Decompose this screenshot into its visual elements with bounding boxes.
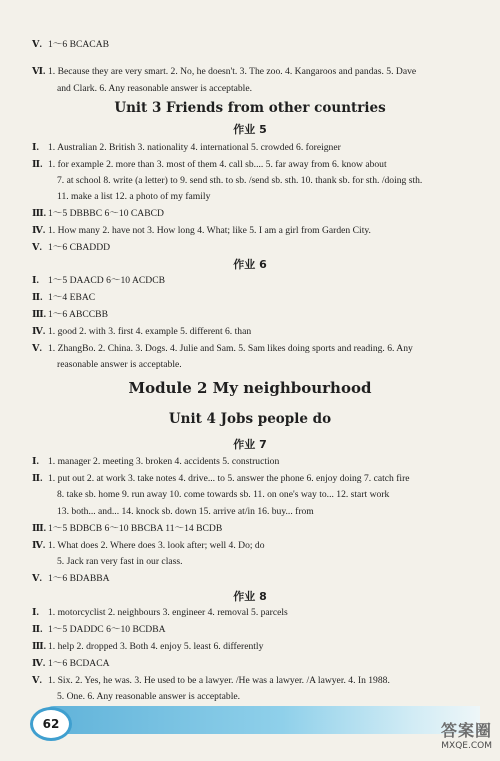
homework-6-title: 作业 6: [233, 258, 267, 271]
module-2-title: Module 2 My neighbourhood: [128, 379, 372, 397]
page-number: 62: [30, 707, 72, 741]
homework-5-title: 作业 5: [233, 123, 267, 136]
answer-page: Ⅴ. 1～6 BCACAB Ⅵ. 1. Because they are very smart. 2. No, he doesn't. 3. The zoo. 4. Kangaroos and pandas. 5. Dave and Clark. 6. Any reasonable answer is acceptable. Unit 3 Friends from other countries 作业 5 Ⅰ. 1. Australian 2. British 3. nationality 4. international 5. crowded 6. foreigner Ⅱ. 1. for example 2. more than 3. most of them 4. call sb.... 5. far away from 6. know about 7. at school 8. write (a letter) to 9. send sth. to sb. /send sb. sth. 10. thank sb. for sth. /doing sth. 11. make a list 12. a photo of my family Ⅲ. 1～5 DBBBC 6～10 CABCD Ⅳ. 1. How many 2. have not 3. How long 4. What; like 5. I am a girl from Garden City. Ⅴ. 1～6 CBADDD 作业 6 Ⅰ. 1～5 DAACD 6～10 ACDCB Ⅱ. 1～4 EBAC Ⅲ. 1～6 ABCCBB Ⅳ. 1. good 2. with 3. first 4. example 5. different 6. than Ⅴ. 1. ZhangBo. 2. China. 3. Dogs. 4. Julie and Sam. 5. Sam likes doing sports and reading. 6. Any reasonable answer is acceptable. Module 2 My neighbourhood Unit 4 Jobs people do 作业 7 Ⅰ. 1. manager 2. meeting 3. broken 4. accidents 5. construction Ⅱ. 1. put out 2. at work 3. take notes 4. drive... to 5. answer the phone 6. enjoy doing 7. catch fire 8. take sb. home 9. run away 10. come towards sb. 11. on one's way to... 12. start work 13. both... and... 14. knock sb. down 15. arrive at/in 16. buy... from Ⅲ. 1～5 BDBCB 6～10 BBCBA 11～14 BCDB Ⅳ. 1. What does 2. Where does 3. look after; well 4. Do; do 5. Jack ran very fast in our class. Ⅴ. 1～6 BDABBA 作业 8 Ⅰ. 1. motorcyclist 2. neighbours 3. engineer 4. removal 5. parcels Ⅱ. 1～5 DADDC 6～10 BCDBA Ⅲ. 1. help 2. dropped 3. Both 4. enjoy 5. least 6. differently Ⅳ. 1～6 BCDACA Ⅴ. 1. Six. 2. Yes, he was. 3. He used to be a lawyer. /He was a lawyer. /A lawyer. 4. In 1988. 5. One. 6. Any reasonable answer is acceptable. 62 答案圈 MXQE.COM: [0, 0, 500, 761]
unit-4-title: Unit 4 Jobs people do: [168, 411, 332, 427]
watermark-logo: 答案圈 MXQE.COM: [440, 721, 492, 751]
homework-8-title: 作业 8: [233, 590, 267, 603]
homework-7-title: 作业 7: [233, 438, 267, 451]
footer-bar: [40, 706, 480, 734]
unit-3-title: Unit 3 Friends from other countries: [114, 100, 386, 116]
